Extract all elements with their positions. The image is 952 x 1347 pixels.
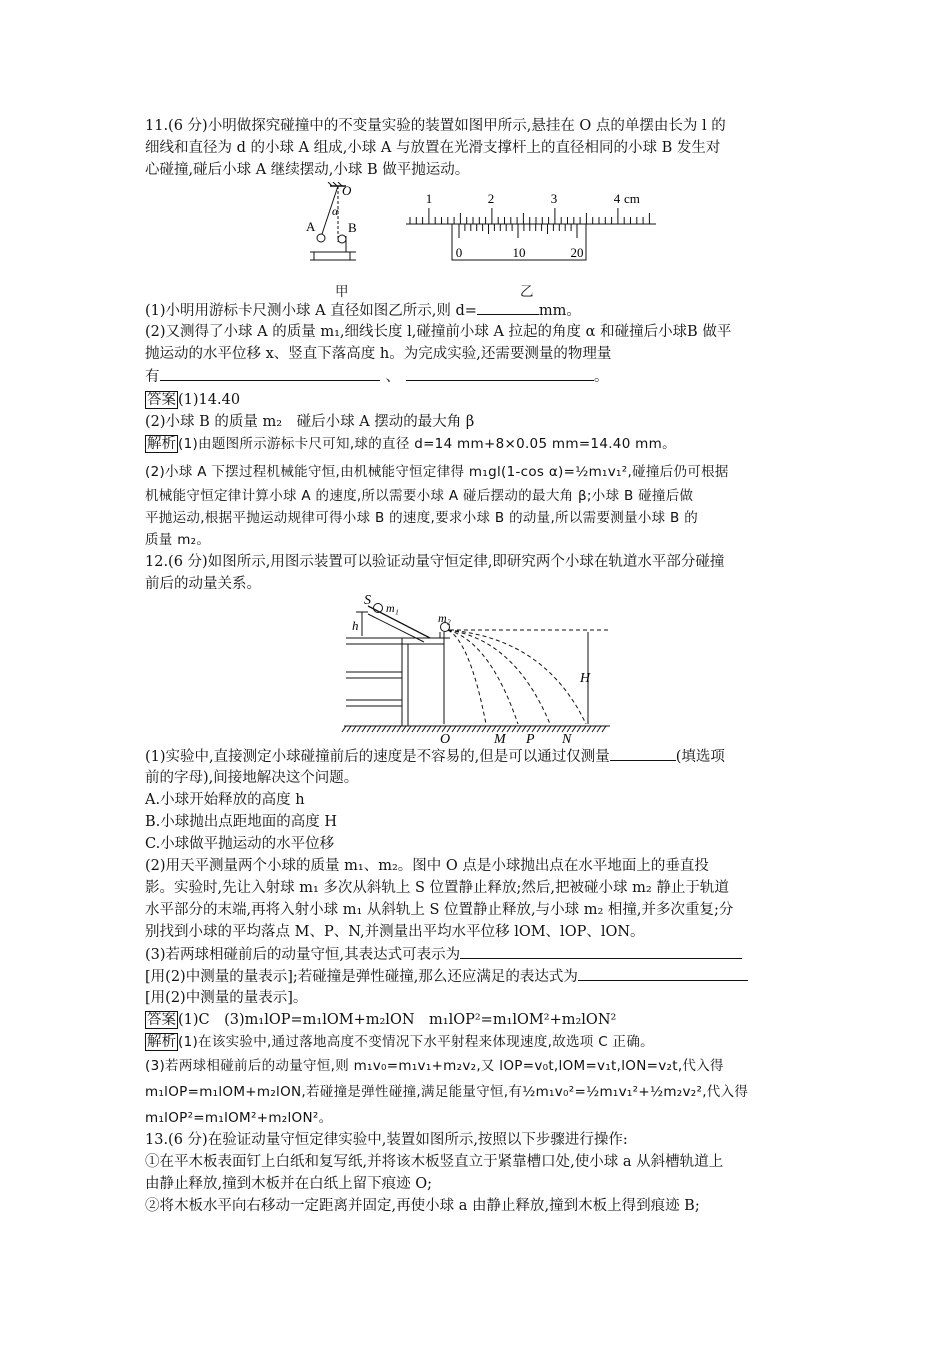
hatch-line — [542, 726, 546, 732]
hatch-line — [422, 726, 426, 732]
q12-part1-text: (1)实验中,直接测定小球碰撞前后的速度是不容易的,但是可以通过仅测量 — [145, 749, 610, 765]
hatch-line — [582, 726, 586, 732]
figure-jia-pendulum — [300, 182, 390, 264]
label-ball-a: A — [306, 219, 316, 234]
q11-part2-line-3 — [145, 366, 815, 387]
hatch-line — [552, 726, 556, 732]
q12-answer: (1)C (3)m₁lOP=m₁lOM+m₂lON m₁lOP²=m₁lOM²+m₂lON² — [178, 1012, 617, 1028]
hatch-line — [377, 726, 381, 732]
answer-blank-momentum[interactable] — [460, 944, 742, 959]
q11-stem-line-1: 11.(6 分)小明做探究碰撞中的不变量实验的装置如图甲所示,悬挂在 O 点的单摆由长为 l 的 — [145, 118, 726, 134]
q13-step2: ②将木板水平向右移动一定距离并固定,再使小球 a 由静止释放,撞到木板上得到痕迹 B; — [145, 1198, 700, 1214]
main-label-2: 2 — [487, 191, 495, 206]
q11-part1 — [145, 300, 815, 321]
q11-part1-unit: mm。 — [538, 303, 581, 319]
option-c: C.小球做平抛运动的水平位移 — [145, 836, 335, 852]
q11-part2-end: 。 — [594, 369, 609, 385]
q11-analysis-line-5: 质量 m₂。 — [145, 532, 211, 548]
q12-analysis-1: (1)在该实验中,通过落地高度不变情况下水平射程来体现速度,故选项 C 正确。 — [178, 1034, 654, 1050]
q11-analysis-line-3: 机械能守恒定律计算小球 A 的速度,所以需要小球 A 碰后摆动的最大角 β;小球 B 碰撞后做 — [145, 488, 694, 504]
hatch-line — [367, 726, 371, 732]
q11-part1-text: (1)小明用游标卡尺测小球 A 直径如图乙所示,则 d= — [145, 303, 477, 319]
label-ball-b: B — [348, 220, 357, 235]
answer-blank-option[interactable] — [610, 746, 676, 761]
hatch-line — [577, 726, 581, 732]
hatch-line — [352, 726, 356, 732]
label-m1: m₁ — [386, 601, 399, 615]
hatch-line — [592, 726, 596, 732]
label-o: O — [440, 732, 451, 746]
q11-analysis-line-2: (2)小球 A 下摆过程机械能守恒,由机械能守恒定律得 m₁gl(1-cos α)=½m₁v₁²,碰撞后仍可根据 — [145, 464, 729, 480]
hatch-line — [452, 726, 456, 732]
hatch-line — [602, 726, 606, 732]
label-o: O — [342, 183, 352, 198]
q13-stem: 13.(6 分)在验证动量守恒定律实验中,装置如图所示,按照以下步骤进行操作: — [145, 1132, 628, 1148]
hatch-line — [407, 726, 411, 732]
answer-blank-elastic[interactable] — [578, 966, 748, 981]
option-b: B.小球抛出点距地面的高度 H — [145, 814, 338, 830]
q11-part2-line-1: (2)又测得了小球 A 的质量 m₁,细线长度 l,碰撞前小球 A 拉起的角度 α 和碰撞后小球B 做平 — [145, 324, 732, 340]
label-m2: m₂ — [438, 611, 451, 625]
answer-blank-quantity-1[interactable] — [160, 366, 380, 381]
q12-stem-line-2: 前后的动量关系。 — [145, 576, 261, 592]
q12-stem-line-1: 12.(6 分)如图所示,用图示装置可以验证动量守恒定律,即研究两个小球在轨道水平部分碰撞 — [145, 554, 725, 570]
caliper-vernier-scale — [459, 224, 577, 238]
label-h: h — [352, 618, 359, 633]
hatch-line — [467, 726, 471, 732]
hatch-line — [342, 726, 346, 732]
hatch-line — [382, 726, 386, 732]
label-H: H — [580, 671, 591, 686]
hatch-line — [482, 726, 486, 732]
q12-part2-line-4: 别找到小球的平均落点 M、P、N,并测量出平均水平位移 lOM、lOP、lON。 — [145, 924, 645, 940]
q11-analysis-1: (1)由题图所示游标卡尺可知,球的直径 d=14 mm+8×0.05 mm=14.40 mm。 — [178, 436, 676, 452]
q11-analysis-line-4: 平抛运动,根据平抛运动规律可得小球 B 的速度,要求小球 B 的动量,所以需要测量小球 B 的 — [145, 510, 699, 526]
q13-step1-line-2: 由静止释放,撞到木板并在白纸上留下痕迹 O; — [145, 1176, 432, 1192]
hatch-line — [397, 726, 401, 732]
answer-blank-quantity-2[interactable] — [406, 366, 594, 381]
hatch-line — [462, 726, 466, 732]
q12-analysis-line-4: m₁lOP²=m₁lOM²+m₂lON²。 — [145, 1110, 333, 1126]
q12-part2-line-3: 水平部分的末端,再将入射小球 m₁ 从斜轨上 S 位置静止释放,与小球 m₂ 相撞,并多次重复;分 — [145, 902, 734, 918]
q11-answer-line-2: (2)小球 B 的质量 m₂ 碰后小球 A 摆动的最大角 β — [145, 414, 475, 430]
q11-part2-line-2: 抛运动的水平位移 x、竖直下落高度 h。为完成实验,还需要测量的物理量 — [145, 346, 612, 362]
hatch-line — [572, 726, 576, 732]
q12-part1-hint: (填选项 — [675, 749, 725, 765]
hatch-line — [372, 726, 376, 732]
hatch-line — [537, 726, 541, 732]
hatch-line — [472, 726, 476, 732]
q12-analysis-line-2: (3)若两球相碰前后的动量守恒,则 m₁v₀=m₁v₁+m₂v₂,又 lOP=v₀t,lOM=v₁t,lON=v₂t,代入得 — [145, 1058, 724, 1074]
vernier-label-20: 20 — [570, 245, 584, 260]
main-label-4: 4 — [613, 191, 621, 206]
hatch-line — [357, 726, 361, 732]
q11-part2-you: 有 — [145, 369, 160, 385]
q12-analysis-line-3: m₁lOP=m₁lOM+m₂lON,若碰撞是弹性碰撞,满足能量守恒,有½m₁v₀²=½m₁v₁²+½m₂v₂²,代入得 — [145, 1084, 749, 1100]
hatch-line — [347, 726, 351, 732]
hatch-line — [412, 726, 416, 732]
main-label-3: 3 — [550, 191, 558, 206]
hatch-line — [362, 726, 366, 732]
q12-part2-line-1: (2)用天平测量两个小球的质量 m₁、m₂。图中 O 点是小球抛出点在水平地面上的垂直投 — [145, 858, 709, 874]
hatch-line — [427, 726, 431, 732]
figure-q12-apparatus — [340, 592, 620, 746]
hatch-line — [512, 726, 516, 732]
q11-analysis-line-1 — [145, 434, 815, 454]
analysis-tag: 解析 — [147, 1034, 176, 1050]
hatch-line — [457, 726, 461, 732]
answer-tag: 答案 — [147, 1012, 176, 1028]
vernier-label-10: 10 — [512, 245, 526, 260]
answer-tag: 答案 — [147, 392, 176, 408]
main-label-1: 1 — [425, 191, 433, 206]
label-m: M — [494, 732, 506, 746]
hatch-line — [587, 726, 591, 732]
q12-part3-text: (3)若两球相碰前后的动量守恒,其表达式可表示为 — [145, 947, 461, 963]
figure-yi-caliper — [402, 186, 660, 266]
hatch-line — [597, 726, 601, 732]
q12-analysis-line-1 — [145, 1032, 815, 1052]
q11-stem-line-3: 心碰撞,碰后小球 A 继续摆动,小球 B 做平抛运动。 — [145, 162, 470, 178]
option-a: A.小球开始释放的高度 h — [145, 792, 305, 808]
hatch-line — [392, 726, 396, 732]
hatch-line — [387, 726, 391, 732]
q12-answer-line — [145, 1010, 815, 1030]
hatch-line — [417, 726, 421, 732]
main-label-unit: cm — [624, 191, 640, 206]
analysis-tag: 解析 — [147, 436, 176, 452]
q13-step1-line-1: ①在平木板表面钉上白纸和复写纸,并将该木板竖直立于紧靠槽口处,使小球 a 从斜槽轨道上 — [145, 1154, 724, 1170]
q12-part3-line-3: [用(2)中测量的量表示]。 — [145, 990, 308, 1006]
q11-answer-1: (1)14.40 — [178, 392, 241, 408]
hatch-line — [517, 726, 521, 732]
label-alpha: α — [332, 204, 339, 218]
q11-part2-sep: 、 — [385, 369, 400, 385]
q12-part2-line-2: 影。实验时,先让入射球 m₁ 多次从斜轨上 S 位置静止释放;然后,把被碰小球 m₂ 静止于轨道 — [145, 880, 729, 896]
label-p: P — [526, 732, 535, 746]
vernier-label-0: 0 — [455, 245, 463, 260]
hatch-line — [547, 726, 551, 732]
hatch-line — [507, 726, 511, 732]
q12-part3-line-1 — [145, 944, 815, 965]
caliper-main-scale — [410, 208, 649, 224]
hatch-line — [402, 726, 406, 732]
label-n: N — [562, 732, 572, 746]
caption-jia: 甲 — [335, 284, 349, 300]
q12-part1-line-2: 前的字母),间接地解决这个问题。 — [145, 770, 359, 786]
hatch-line — [487, 726, 491, 732]
hatch-line — [432, 726, 436, 732]
q11-stem-line-2: 细线和直径为 d 的小球 A 组成,小球 A 与放置在光滑支撑杆上的直径相同的小球 B 发生对 — [145, 140, 721, 156]
label-s: S — [364, 593, 371, 608]
q11-answer-line-1 — [145, 390, 815, 410]
q12-part3-line-2 — [145, 966, 815, 987]
q12-part1-line-1 — [145, 746, 815, 767]
q12-part3-text-2: [用(2)中测量的量表示];若碰撞是弹性碰撞,那么还应满足的表达式为 — [145, 969, 578, 985]
hatch-line — [557, 726, 561, 732]
answer-blank-d[interactable] — [477, 300, 539, 315]
hatch-line — [477, 726, 481, 732]
caption-yi: 乙 — [520, 284, 534, 300]
